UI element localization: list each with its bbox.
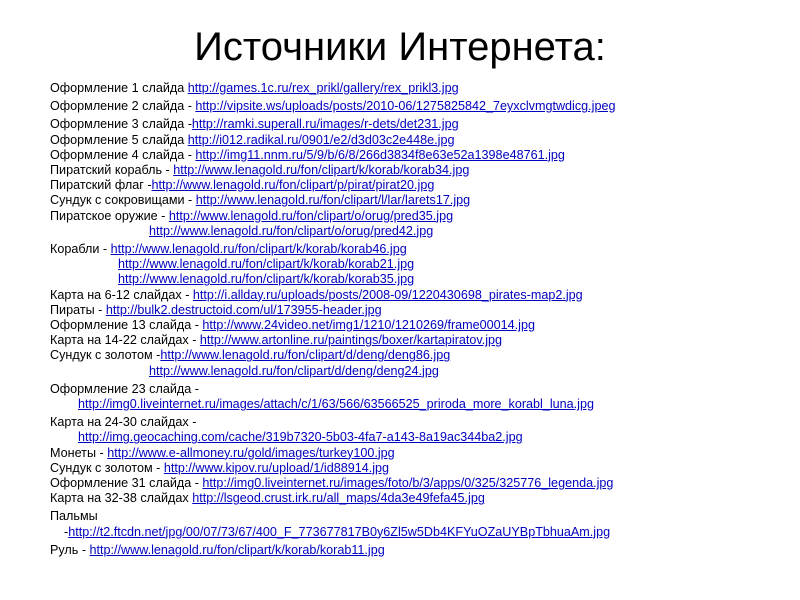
source-link[interactable]: http://ramki.superall.ru/images/r-dets/det231.jpg xyxy=(191,117,459,132)
source-row-14 xyxy=(50,288,790,303)
source-link[interactable]: http://img0.liveinternet.ru/images/attach/c/1/63/566/63566525_priroda_more_korabl_luna.jpg xyxy=(78,397,594,412)
source-link[interactable]: http://www.lenagold.ru/fon/clipart/k/korab/korab35.jpg xyxy=(118,272,415,287)
source-label: Пиратский флаг - xyxy=(50,178,152,193)
source-link[interactable]: http://img0.liveinternet.ru/images/foto/b/3/apps/0/325/325776_legenda.jpg xyxy=(202,476,614,491)
source-row-27 xyxy=(50,491,790,506)
source-row-3 xyxy=(50,117,790,132)
source-link[interactable]: http://www.lenagold.ru/fon/clipart/d/deng/deng86.jpg xyxy=(160,348,451,363)
source-label: Оформление 1 слайда xyxy=(50,81,188,95)
source-row-12 xyxy=(50,257,790,272)
source-label: Оформление 23 слайда - xyxy=(50,381,199,396)
source-link[interactable]: http://www.lenagold.ru/fon/clipart/k/korab/korab21.jpg xyxy=(118,257,415,272)
source-row-11 xyxy=(50,242,790,257)
source-label: Пальмы xyxy=(50,509,98,524)
source-row-9 xyxy=(50,209,790,224)
source-link[interactable]: http://t2.ftcdn.net/jpg/00/07/73/67/400_F_773677817B0y6Zl5w5Db4KFYuOZaUYBpTbhuaAm.jpg xyxy=(68,524,611,539)
source-row-29 xyxy=(50,525,790,540)
source-label: Пираты - xyxy=(50,302,106,317)
source-link[interactable]: http://www.lenagold.ru/fon/clipart/k/korab/korab11.jpg xyxy=(89,542,385,557)
source-link[interactable]: http://i012.radikal.ru/0901/e2/d3d03c2e448e.jpg xyxy=(187,132,455,147)
source-link[interactable]: http://img11.nnm.ru/5/9/b/6/8/266d3834f8e63e52a1398e48761.jpg xyxy=(195,147,565,162)
source-link[interactable]: http://bulk2.destructoid.com/ul/173955-header.jpg xyxy=(105,302,382,317)
source-label: Пиратское оружие - xyxy=(50,208,169,223)
source-row-25 xyxy=(50,461,790,476)
source-label: Карта на 14-22 слайдах - xyxy=(50,333,200,348)
source-label: Оформление 31 слайда - xyxy=(50,476,203,491)
source-link[interactable]: http://www.artonline.ru/paintings/boxer/kartapiratov.jpg xyxy=(199,333,503,348)
source-link[interactable]: http://www.lenagold.ru/fon/clipart/o/orug/pred42.jpg xyxy=(149,223,434,238)
source-link[interactable]: http://vipsite.ws/uploads/posts/2010-06/1275825842_7eyxclvmgtwdicg.jpeg xyxy=(195,99,616,114)
source-row-5 xyxy=(50,148,790,163)
source-row-20 xyxy=(50,382,790,397)
source-label: Карта на 6-12 слайдах - xyxy=(50,287,193,302)
source-row-2 xyxy=(50,99,790,114)
source-row-30 xyxy=(50,543,790,558)
source-link[interactable]: http://www.lenagold.ru/fon/clipart/o/orug/pred35.jpg xyxy=(168,208,454,223)
source-link[interactable]: http://games.1c.ru/rex_prikl/gallery/rex_prikl3.jpg xyxy=(187,81,459,95)
source-link[interactable]: http://www.lenagold.ru/fon/clipart/p/pirat/pirat20.jpg xyxy=(151,178,435,193)
source-link[interactable]: http://img.geocaching.com/cache/319b7320-5b03-4fa7-a143-8a19ac344ba2.jpg xyxy=(78,430,523,445)
source-link[interactable]: http://www.lenagold.ru/fon/clipart/k/korab/korab46.jpg xyxy=(110,242,407,257)
source-row-10 xyxy=(50,224,790,239)
source-link[interactable]: http://www.e-allmoney.ru/gold/images/turkey100.jpg xyxy=(107,445,395,460)
source-link[interactable]: http://i.allday.ru/uploads/posts/2008-09/1220430698_pirates-map2.jpg xyxy=(192,287,583,302)
source-label: Корабли - xyxy=(50,242,111,257)
source-label: Оформление 2 слайда - xyxy=(50,99,196,114)
source-link[interactable]: http://www.lenagold.ru/fon/clipart/l/lar/larets17.jpg xyxy=(195,193,471,208)
source-label: Пиратский корабль - xyxy=(50,163,174,178)
source-row-22 xyxy=(50,415,790,430)
source-row-19 xyxy=(50,364,790,379)
source-link[interactable]: http://www.lenagold.ru/fon/clipart/d/deng/deng24.jpg xyxy=(149,363,439,378)
source-row-6 xyxy=(50,163,790,178)
source-link[interactable]: http://www.kipov.ru/upload/1/id88914.jpg xyxy=(163,460,390,475)
source-label: Карта на 32-38 слайдах xyxy=(50,491,193,506)
source-label: Оформление 5 слайда xyxy=(50,132,188,147)
source-label: Монеты - xyxy=(50,445,108,460)
source-row-8 xyxy=(50,193,790,208)
source-row-16 xyxy=(50,318,790,333)
sources-list xyxy=(50,81,790,558)
source-row-26 xyxy=(50,476,790,491)
source-link[interactable]: http://www.lenagold.ru/fon/clipart/k/korab/korab34.jpg xyxy=(173,163,470,178)
source-label: Оформление 4 слайда - xyxy=(50,147,196,162)
source-row-24 xyxy=(50,446,790,461)
source-row-17 xyxy=(50,333,790,348)
source-row-7 xyxy=(50,178,790,193)
source-row-15 xyxy=(50,303,790,318)
source-row-13 xyxy=(50,272,790,287)
source-link[interactable]: http://www.24video.net/img1/1210/1210269/frame00014.jpg xyxy=(202,318,535,333)
source-label: Сундук с золотом - xyxy=(50,460,164,475)
source-row-21 xyxy=(50,397,790,412)
source-row-23 xyxy=(50,430,790,445)
source-link[interactable]: http://lsgeod.crust.irk.ru/all_maps/4da3e49fefa45.jpg xyxy=(192,491,485,506)
source-row-28 xyxy=(50,509,790,524)
source-row-18 xyxy=(50,348,790,363)
source-label: Карта на 24-30 слайдах - xyxy=(50,415,197,430)
source-row-4 xyxy=(50,133,790,148)
source-label: Сундук с золотом - xyxy=(50,348,161,363)
source-label: Оформление 3 слайда - xyxy=(50,117,192,132)
source-label: Оформление 13 слайда - xyxy=(50,318,203,333)
source-label: Сундук с сокровищами - xyxy=(50,193,196,208)
source-label: - xyxy=(64,524,69,539)
source-row-1 xyxy=(50,81,790,96)
source-label: Руль - xyxy=(50,542,90,557)
page-title: Источники Интернета: xyxy=(194,25,606,69)
